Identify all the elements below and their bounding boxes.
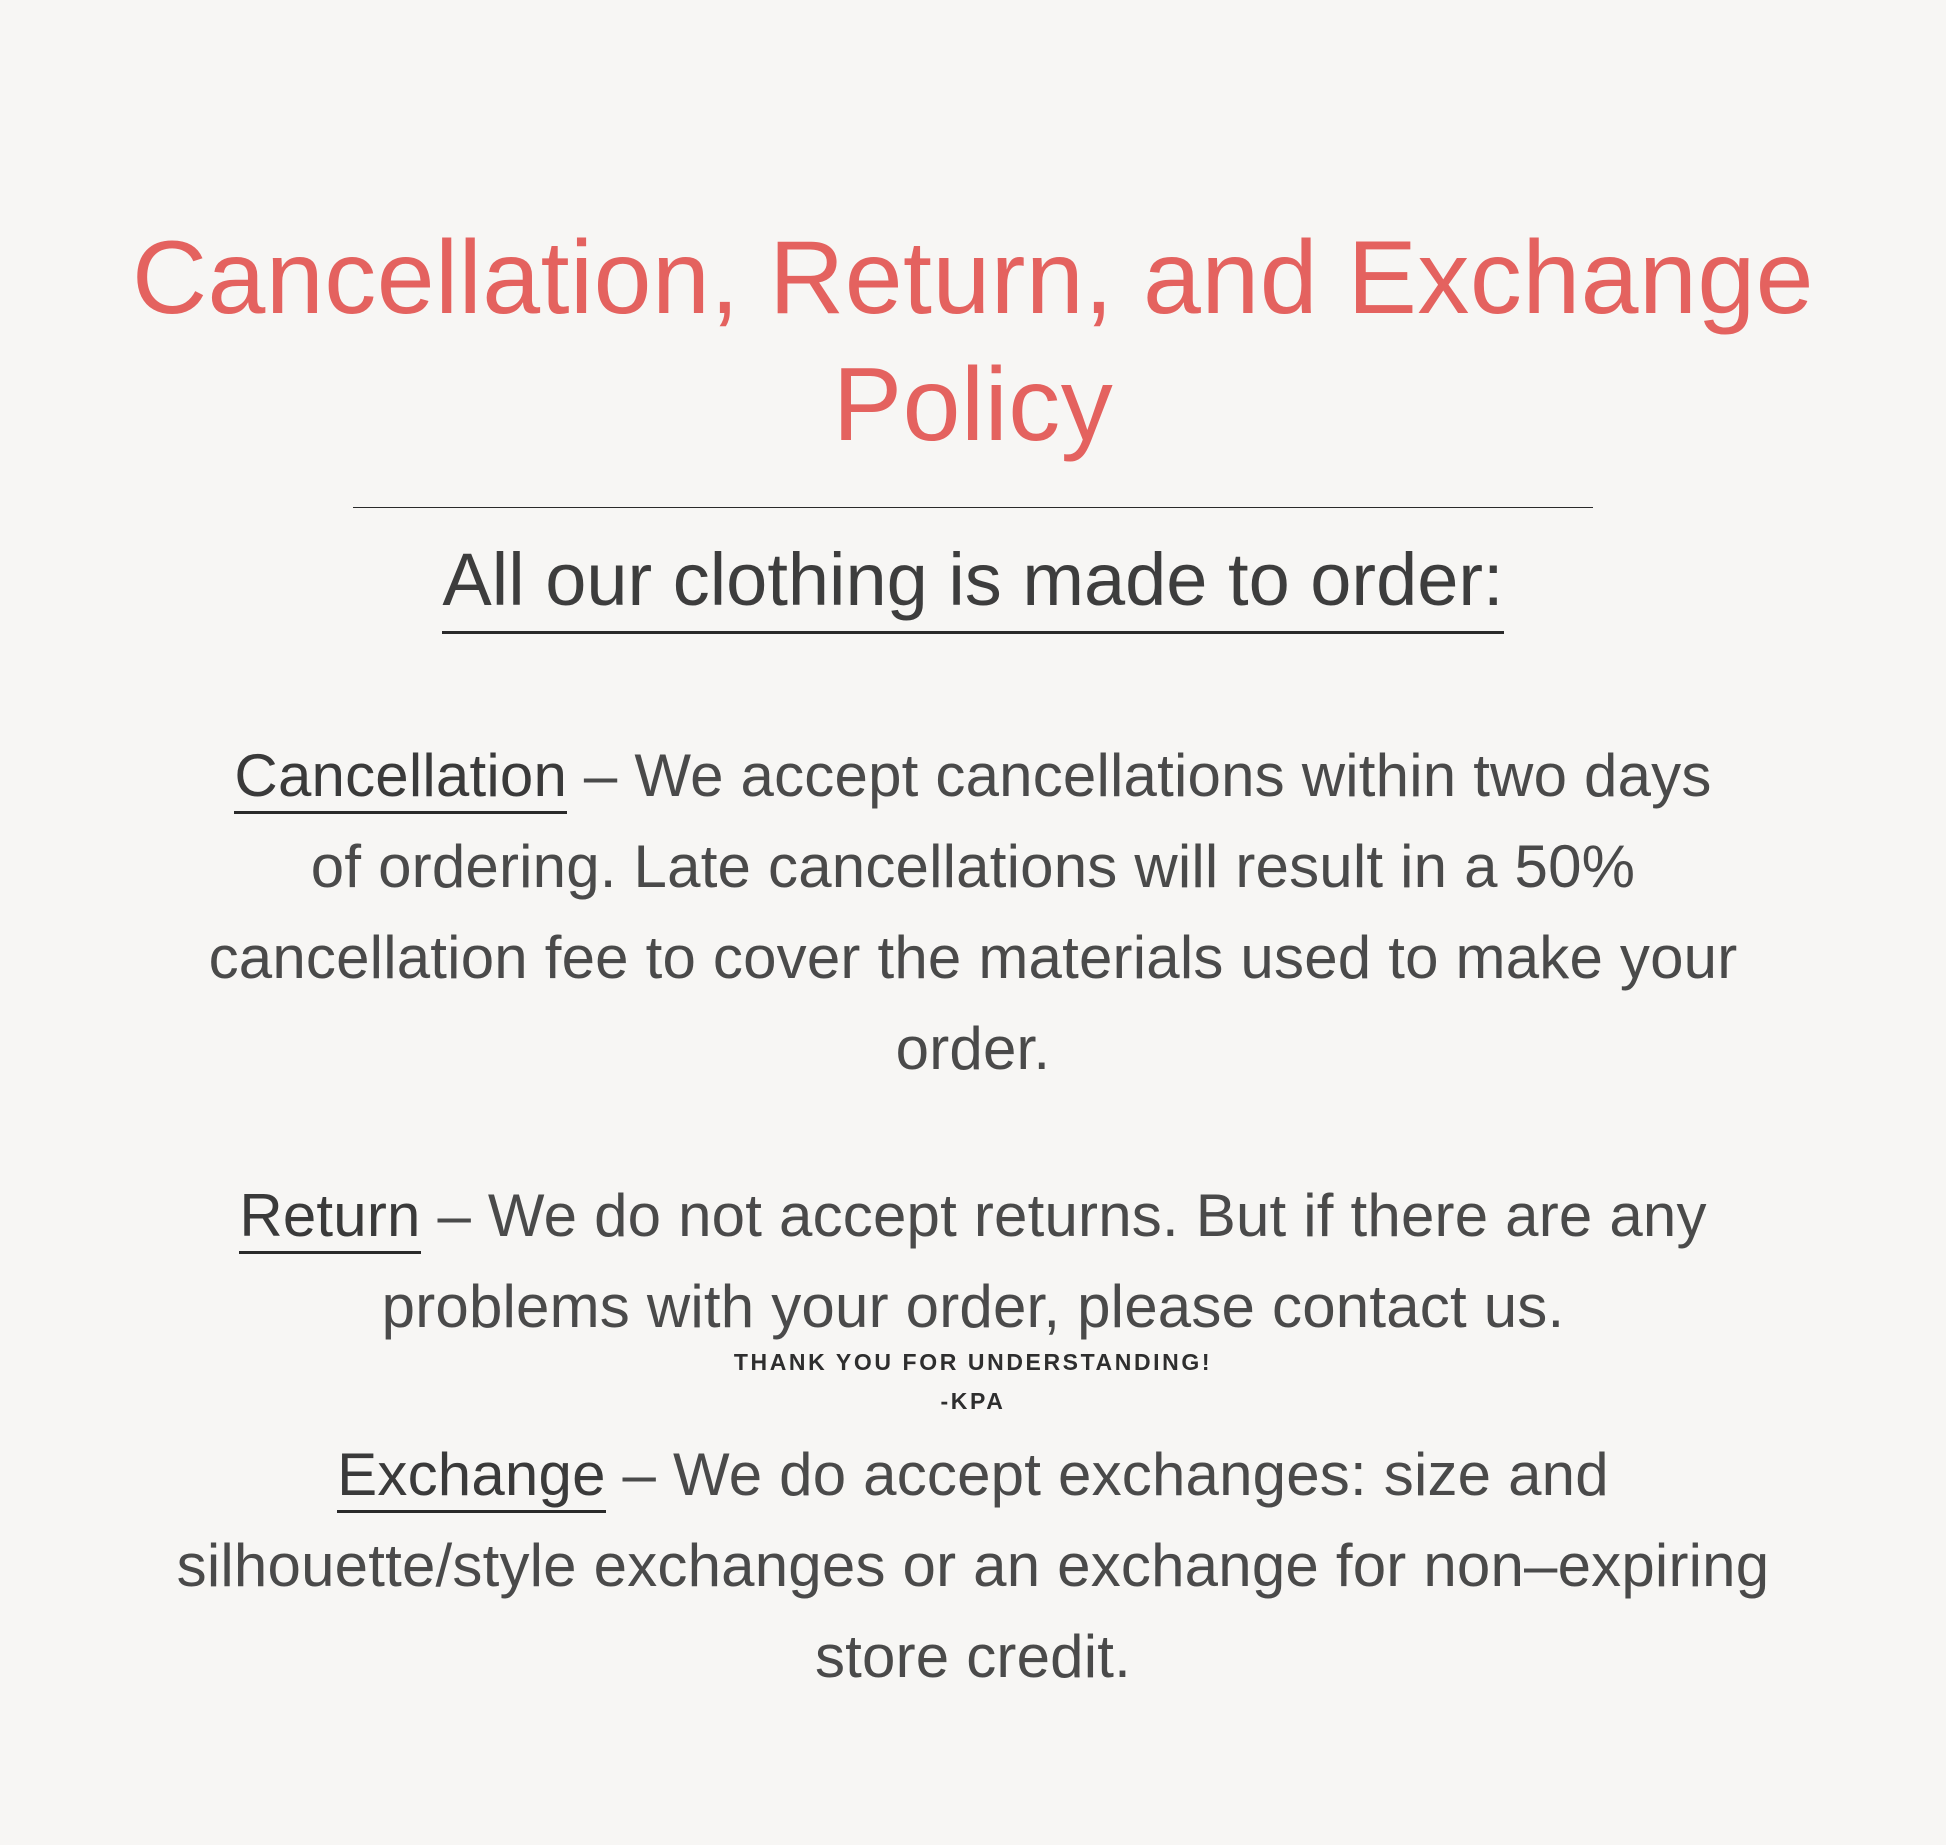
policy-sections <box>103 730 1843 1703</box>
policy-text-cancellation: We accept cancellations within two days of ordering. Late cancellations will result in a 50% cancellation fee to cover the materials used to make your order. <box>208 741 1738 1083</box>
policy-paragraph-return <box>113 1170 1833 1352</box>
footer-thank-you: THANK YOU FOR UNDERSTANDING! <box>733 1349 1213 1375</box>
policy-text-exchange: We do accept exchanges: size and silhouette/style exchanges or an exchange for non–expiring store credit. <box>176 1440 1770 1691</box>
policy-dash-cancellation: – <box>567 741 635 809</box>
page-subtitle: All our clothing is made to order: <box>442 536 1503 634</box>
subtitle-wrapper <box>442 508 1503 634</box>
policy-keyword-exchange: Exchange <box>337 1441 605 1513</box>
footer-signature: -KPA <box>940 1388 1006 1414</box>
page-title: Cancellation, Return, and Exchange Policy <box>131 220 1815 463</box>
policy-keyword-cancellation: Cancellation <box>234 742 567 814</box>
policy-keyword-return: Return <box>239 1182 420 1254</box>
policy-paragraph-exchange <box>133 1429 1813 1703</box>
policy-paragraph-cancellation <box>203 730 1743 1095</box>
policy-text-return: We do not accept returns. But if there are any problems with your order, please contact us. <box>381 1182 1707 1341</box>
footer <box>0 1349 1946 1415</box>
policy-dash-return: – <box>420 1182 488 1250</box>
policy-dash-exchange: – <box>605 1440 673 1508</box>
